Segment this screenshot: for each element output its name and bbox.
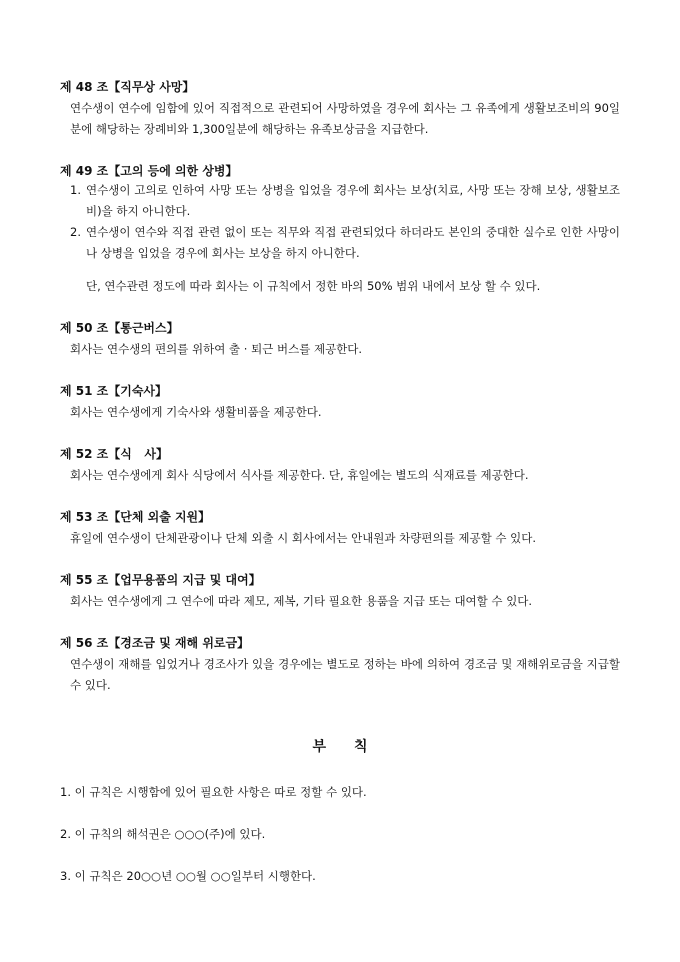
appendix-item: 3. 이 규칙은 20○○년 ○○월 ○○일부터 시행한다. bbox=[60, 868, 316, 883]
article-52 bbox=[60, 445, 620, 486]
article-body: 연수생이 연수에 임함에 있어 직접적으로 관련되어 사망하였을 경우에 회사는 그 유족에게 생활보조비의 90일분에 해당하는 장례비와 1,300일분에 해당하는 유족보상금을 지급한다. bbox=[70, 101, 620, 136]
article-55 bbox=[60, 571, 620, 612]
article-title: 제 52 조【식 사】 bbox=[60, 446, 168, 461]
article-51 bbox=[60, 382, 620, 423]
appendix-title: 부칙 bbox=[312, 738, 396, 755]
item-number: 1. bbox=[70, 183, 81, 197]
article-title: 제 56 조【경조금 및 재해 위로금】 bbox=[60, 635, 250, 650]
item-text: 연수생이 고의로 인하여 사망 또는 상병을 입었을 경우에 회사는 보상(치료, 사망 또는 장해 보상, 생활보조비)을 하지 아니한다. bbox=[86, 183, 620, 218]
article-body: 연수생이 재해를 입었거나 경조사가 있을 경우에는 별도로 정하는 바에 의하여 경조금 및 재해위로금을 지급할 수 있다. bbox=[70, 656, 620, 692]
numbered-item bbox=[70, 180, 620, 222]
article-50 bbox=[60, 319, 620, 360]
article-body: 휴일에 연수생이 단체관광이나 단체 외출 시 회사에서는 안내원과 차량편의를 제공할 수 있다. bbox=[70, 530, 537, 545]
article-48 bbox=[60, 78, 620, 140]
article-title: 제 50 조【통근버스】 bbox=[60, 320, 179, 335]
item-text: 연수생이 연수와 직접 관련 없이 또는 직무와 직접 관련되었다 하더라도 본인의 중대한 실수로 인한 사망이나 상병을 입었을 경우에 회사는 보상을 하지 아니한다. bbox=[86, 225, 620, 260]
article-title: 제 53 조【단체 외출 지원】 bbox=[60, 509, 211, 524]
proviso-note: 단, 연수관련 정도에 따라 회사는 이 규칙에서 정한 바의 50% 범위 내에서 보상 할 수 있다. bbox=[86, 278, 541, 293]
article-title: 제 51 조【기숙사】 bbox=[60, 383, 168, 398]
article-53 bbox=[60, 508, 620, 549]
article-title: 제 55 조【업무용품의 지급 및 대여】 bbox=[60, 572, 261, 587]
numbered-item bbox=[70, 222, 620, 264]
item-number: 2. bbox=[70, 225, 81, 239]
appendix-item: 2. 이 규칙의 해석권은 ○○○(주)에 있다. bbox=[60, 826, 266, 841]
article-body: 회사는 연수생의 편의를 위하여 출 · 퇴근 버스를 제공한다. bbox=[70, 341, 363, 356]
article-title: 제 49 조【고의 등에 의한 상병】 bbox=[60, 164, 238, 178]
article-49 bbox=[60, 162, 620, 297]
article-body: 회사는 연수생에게 그 연수에 따라 제모, 제복, 기타 필요한 용품을 지급 또는 대여할 수 있다. bbox=[70, 593, 533, 608]
article-body: 회사는 연수생에게 기숙사와 생활비품을 제공한다. bbox=[70, 404, 322, 419]
appendix-item: 1. 이 규칙은 시행함에 있어 필요한 사항은 따로 정할 수 있다. bbox=[60, 784, 367, 799]
article-56 bbox=[60, 634, 620, 696]
article-body: 회사는 연수생에게 회사 식당에서 식사를 제공한다. 단, 휴일에는 별도의 식재료를 제공한다. bbox=[70, 467, 529, 482]
article-title: 제 48 조【직무상 사망】 bbox=[60, 80, 195, 94]
